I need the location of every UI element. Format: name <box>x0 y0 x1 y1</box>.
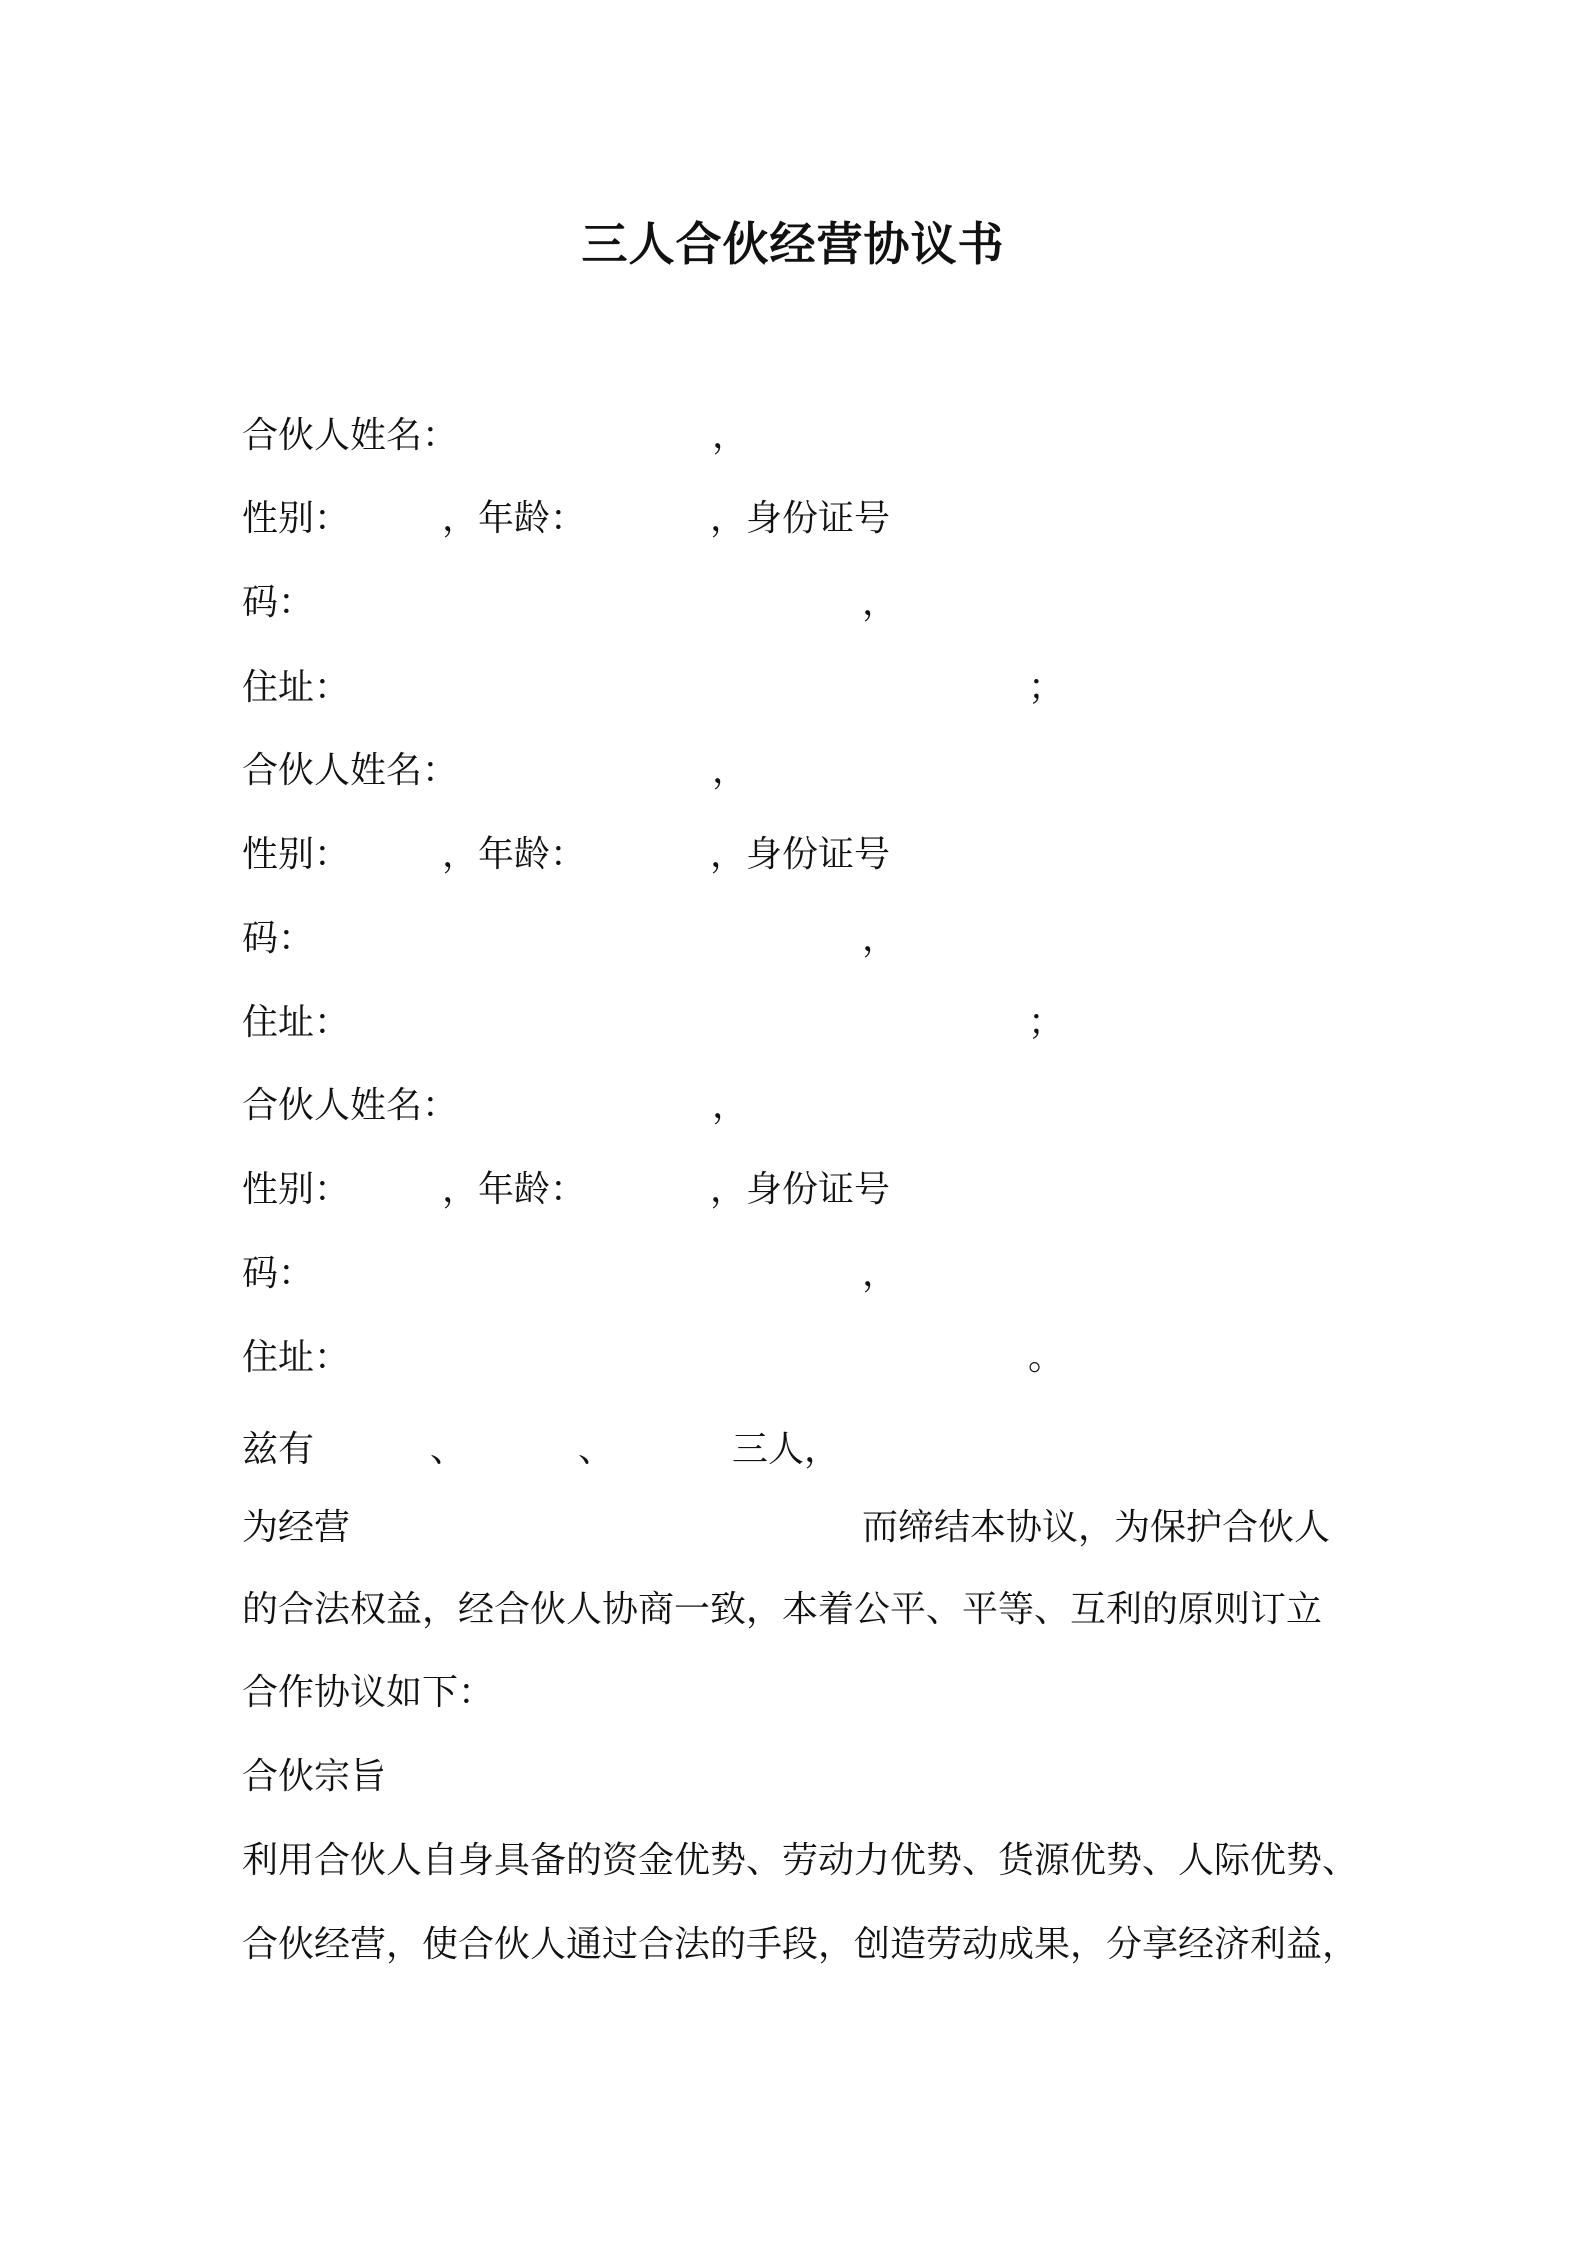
section-heading: 合伙宗旨 <box>242 1756 387 1797</box>
age-label: ，年龄： <box>442 834 587 875</box>
intro-suffix: 三人， <box>732 1429 841 1470</box>
id-label: ，身份证号 <box>710 1169 891 1210</box>
address-label: 住址： <box>242 1002 351 1043</box>
address-label: 住址： <box>242 1337 351 1378</box>
section-body-line-1: 利用合伙人自身具备的资金优势、劳动力优势、货源优势、人际优势、 <box>242 1840 1359 1881</box>
document-title: 三人合伙经营协议书 <box>581 217 1005 271</box>
id-end: ， <box>862 1253 899 1294</box>
id-label-cont: 码： <box>242 582 315 623</box>
intro-sep-2: 、 <box>578 1429 615 1470</box>
age-label: ，年龄： <box>442 498 587 539</box>
purpose-suffix: 而缔结本协议，为保护合伙人 <box>862 1507 1331 1548</box>
partner-name-end: ， <box>712 415 749 456</box>
id-label-cont: 码： <box>242 1253 315 1294</box>
age-label: ，年龄： <box>442 1169 587 1210</box>
purpose-prefix: 为经营 <box>242 1507 351 1548</box>
intro-prefix: 兹有 <box>242 1429 315 1470</box>
partner-name-label: 合伙人姓名： <box>242 750 459 791</box>
partner-name-label: 合伙人姓名： <box>242 415 459 456</box>
intro-body-line-2: 的合法权益，经合伙人协商一致，本着公平、平等、互利的原则订立 <box>242 1589 1323 1630</box>
address-end: ； <box>1028 1002 1065 1043</box>
intro-body-line-3: 合作协议如下： <box>242 1672 495 1713</box>
intro-sep-1: 、 <box>430 1429 467 1470</box>
partner-name-end: ， <box>712 750 749 791</box>
address-label: 住址： <box>242 667 351 708</box>
partner-name-label: 合伙人姓名： <box>242 1085 459 1126</box>
id-end: ， <box>862 582 899 623</box>
id-label: ，身份证号 <box>710 834 891 875</box>
gender-label: 性别： <box>242 1169 351 1210</box>
id-label-cont: 码： <box>242 918 315 959</box>
address-end: ； <box>1028 667 1065 708</box>
id-end: ， <box>862 918 899 959</box>
gender-label: 性别： <box>242 834 351 875</box>
partner-name-end: ， <box>712 1085 749 1126</box>
gender-label: 性别： <box>242 498 351 539</box>
section-body-line-2: 合伙经营，使合伙人通过合法的手段，创造劳动成果，分享经济利益， <box>242 1924 1359 1965</box>
id-label: ，身份证号 <box>710 498 891 539</box>
address-end: 。 <box>1028 1337 1065 1378</box>
